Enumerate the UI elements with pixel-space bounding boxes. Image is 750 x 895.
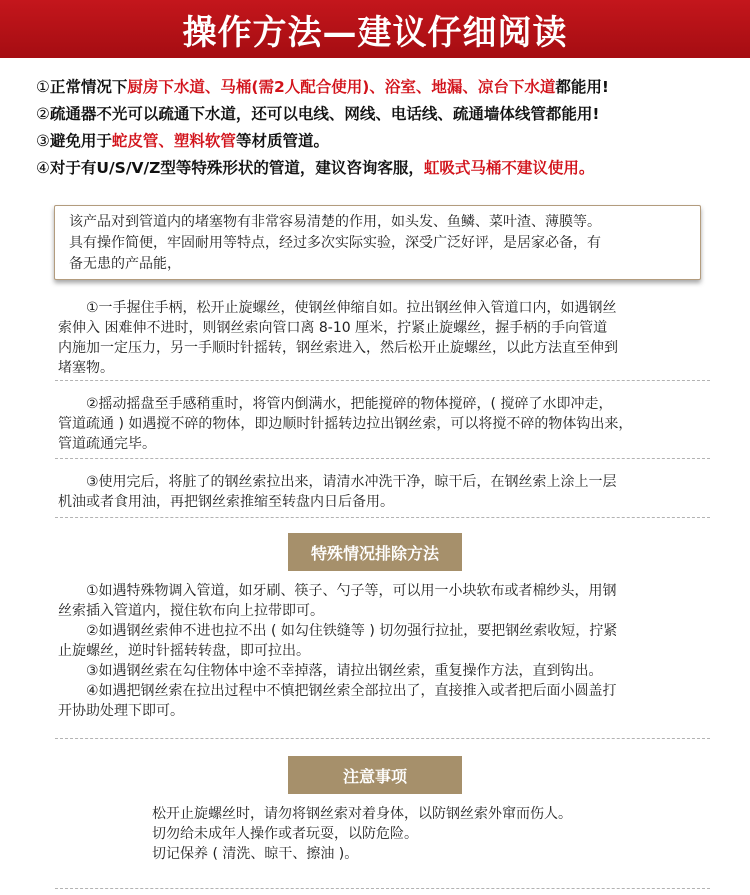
special-line: 开协助处理下即可。 bbox=[58, 703, 184, 719]
step-line: 索伸入 困难伸不进时，则钢丝索向管口离 8-10 厘米，拧紧止旋螺丝，握手柄的手向管道 bbox=[58, 320, 608, 336]
special-line: 止旋螺丝，逆时针摇转转盘，即可拉出。 bbox=[58, 643, 310, 659]
divider bbox=[55, 888, 710, 889]
note-text: 等材质管道。 bbox=[235, 132, 329, 150]
divider bbox=[55, 458, 710, 459]
note-number: ① bbox=[36, 78, 50, 96]
note-1 bbox=[36, 74, 726, 101]
divider bbox=[55, 517, 710, 518]
intro-line: 该产品对到管道内的堵塞物有非常容易清楚的作用，如头发、鱼鳞、菜叶渣、薄膜等。 bbox=[69, 214, 601, 230]
step-1 bbox=[58, 298, 708, 378]
note-text: 都能用! bbox=[555, 78, 609, 96]
caution-notes bbox=[152, 804, 672, 864]
special-line: ④如遇把钢丝索在拉出过程中不慎把钢丝索全部拉出了，直接推入或者把后面小圆盖打 bbox=[58, 683, 617, 699]
special-line: ③如遇钢丝索在勾住物体中途不幸掉落，请拉出钢丝索，重复操作方法，直到钩出。 bbox=[58, 663, 603, 679]
note-text: 避免用于 bbox=[49, 132, 112, 150]
special-cases bbox=[58, 581, 708, 721]
step-line: 管道疏通完毕。 bbox=[58, 436, 156, 452]
step-line: ③使用完后，将脏了的钢丝索拉出来，请清水冲洗干净，晾干后，在钢丝索上涂上一层 bbox=[58, 474, 617, 490]
step-line: 机油或者食用油，再把钢丝索推缩至转盘内日后备用。 bbox=[58, 494, 394, 510]
note-3 bbox=[36, 128, 726, 155]
step-2 bbox=[58, 394, 708, 454]
note-number: ② bbox=[36, 105, 50, 123]
page-title: 操作方法—建议仔细阅读 bbox=[182, 12, 568, 53]
note-highlight: 蛇皮管、塑料软管 bbox=[111, 132, 236, 150]
intro-line: 备无患的产品能， bbox=[69, 256, 181, 272]
step-line: ②摇动摇盘至手感稍重时，将管内倒满水，把能搅碎的物体搅碎，( 搅碎了水即冲走， bbox=[58, 396, 613, 412]
special-line: ②如遇钢丝索伸不进也拉不出 ( 如勾住铁缝等 ) 切勿强行拉扯，要把钢丝索收短，拧紧 bbox=[58, 623, 618, 639]
note-number: ④ bbox=[36, 159, 50, 177]
note-text: 疏通器不光可以疏通下水道，还可以电线、网线、电话线、疏通墙体线管都能用! bbox=[49, 105, 600, 123]
note-4 bbox=[36, 155, 726, 182]
caution-line: 松开止旋螺丝时，请勿将钢丝索对着身体，以防钢丝索外窜而伤人。 bbox=[152, 806, 572, 822]
special-line: ①如遇特殊物调入管道，如牙刷、筷子、勺子等，可以用一小块软布或者棉纱头，用钢 bbox=[58, 583, 617, 599]
step-line: 内施加一定压力，另一手顺时针摇转，钢丝索进入，然后松开止旋螺丝，以此方法直至伸到 bbox=[58, 340, 618, 356]
caution-line: 切勿给未成年人操作或者玩耍，以防危险。 bbox=[152, 826, 418, 842]
divider bbox=[55, 738, 710, 739]
usage-notes bbox=[36, 74, 726, 182]
note-text: 对于有U/S/V/Z型等特殊形状的管道，建议咨询客服， bbox=[49, 159, 424, 177]
note-text: 正常情况下 bbox=[49, 78, 128, 96]
special-section-title: 特殊情况排除方法 bbox=[288, 533, 462, 571]
step-line: 管道疏通 ) 如遇搅不碎的物体，即边顺时针摇转边拉出钢丝索，可以将搅不碎的物体钩出来， bbox=[58, 416, 633, 432]
special-line: 丝索插入管道内，搅住软布向上拉带即可。 bbox=[58, 603, 324, 619]
step-3 bbox=[58, 472, 708, 512]
step-line: 堵塞物。 bbox=[58, 360, 114, 376]
note-number: ③ bbox=[36, 132, 50, 150]
caution-section-title: 注意事项 bbox=[288, 756, 462, 794]
note-2 bbox=[36, 101, 726, 128]
product-intro-box bbox=[54, 205, 701, 280]
header-banner bbox=[0, 0, 750, 58]
divider bbox=[55, 380, 710, 381]
note-highlight: 厨房下水道、马桶(需2人配合使用)、浴室、地漏、凉台下水道 bbox=[127, 78, 556, 96]
step-line: ①一手握住手柄，松开止旋螺丝，使钢丝伸缩自如。拉出钢丝伸入管道口内，如遇钢丝 bbox=[58, 300, 617, 316]
intro-line: 具有操作简便，牢固耐用等特点，经过多次实际实验，深受广泛好评，是居家必备，有 bbox=[69, 235, 601, 251]
caution-line: 切记保养 ( 清洗、晾干、擦油 )。 bbox=[152, 846, 359, 862]
note-highlight: 虹吸式马桶不建议使用。 bbox=[423, 159, 595, 177]
